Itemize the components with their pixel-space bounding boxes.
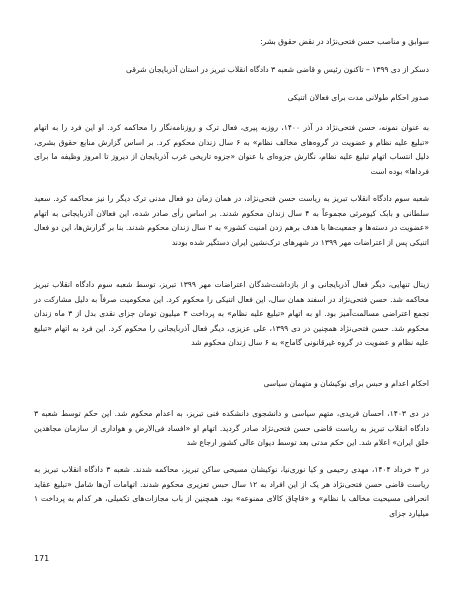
paragraph-5: در ۳ خرداد ۱۴۰۴، مهدی رحیمی و کیا نوری‌نیا، نوکیشان مسیحی ساکن تبریز، محاکمه شدند. شعبه ۳ دادگاه انقلاب تبریز به ریاست قاضی حسن فتحی‌نژاد هر یک از این افراد به ۱۲ سال حبس تعزیری محکوم شدند. اتهامات آن‌ها شامل «تبلیغ عقاید انحرافی مسیحیت مخالف با نظام» و «قاچاق کالای ممنوعه» بود. همچنین از باب مجازات‌های تکمیلی، هر کدام به پرداخت ۱ میلیارد جزای [34,465,429,518]
document-title: سوابق و مناصب حسن فتحی‌نژاد در نقض حقوق بشر: [260,37,429,46]
position-line: دسکر از دی ۱۳۹۹ – تاکنون رئیس و قاضی شعبه ۳ دادگاه انقلاب تبریز در استان آذربایجان شرقی [126,65,429,74]
paragraph-4: در دی ۱۴۰۳، احسان فریدی، متهم سیاسی و دانشجوی دانشکده فنی تبریز، به اعدام محکوم شد. این حکم توسط شعبه ۳ دادگاه انقلاب تبریز به ریاست قاضی حسن فتحی‌نژاد صادر گردید. اتهام او «افساد فی‌الارض و هواداری از سازمان مجاهدین خلق ایران» اعلام شد. این حکم مدتی بعد توسط دیوان عالی کشور ارجاع شد [34,409,430,448]
paragraph-3: زینال تنهایی، دیگر فعال آذربایجانی و از بازداشت‌شدگان اعتراضات مهر ۱۳۹۹ تبریز، توسط شعبه سوم دادگاه انقلاب تبریز محاکمه شد. حسن فتحی‌نژاد در اسفند همان سال، این فعال اتنیکی را محکوم کرد. این محکومیت صرفاً به دلیل مشارکت در تجمع اعتراضی مسالمت‌آمیز بود. او به اتهام «تبلیغ علیه نظام» به پرداخت ۳ میلیون تومان جزای نقدی بدل از ۳ ماه زندان محکوم شد. حسن فتحی‌نژاد همچنین در دی ۱۳۹۹، علی عزیزی، دیگر فعال آذربایجانی را محکوم کرد. این فرد به اتهام «تبلیغ علیه نظام و عضویت در گروه غیرقانونی گاماج» به ۶ سال زندان محکوم شد [34,280,430,348]
section-heading-converts-political: احکام اعدام و حبس برای نوکیشان و متهمان سیاسی [263,379,429,388]
page-number: 171 [34,554,50,563]
paragraph-1: به عنوان نمونه، حسن فتحی‌نژاد در آذر ۱۴۰۰، روزبه پیری، فعال ترک و روزنامه‌نگار را محاکمه کرد. او این فرد را به اتهام «تبلیغ علیه نظام و عضویت در گروه‌های مخالف نظام» به ۶ سال زندان محکوم کرد. بر اساس گزارش منابع حقوق بشری، دلیل انتساب اتهام تبلیغ علیه نظام، نگارش جزوه‌ای با عنوان «جزوه تاریخی غرب آذربایجان از دیروز تا امروز وظیفه ما برای فردا‌ها» بوده است [34,123,429,176]
section-heading-ethnic-activists: صدور احکام طولانی مدت برای فعالان اتنیکی [287,93,429,102]
paragraph-2: شعبه سوم دادگاه انقلاب تبریز به ریاست حسن فتحی‌نژاد، در همان زمان دو فعال مدنی ترک دیگر را نیز محاکمه کرد. سعید سلطانی و بابک کیومرثی مجموعاً به ۴ سال زندان محکوم شدند. بر اساس رأی صادر شده، این فعالان آذربایجانی به اتهام «عضویت در دسته‌ها و جمعیت‌ها با هدف برهم زدن امنیت کشور» به ۲ سال زندان محکوم شدند. بنا بر گزارش‌ها، این دو فعال اتنیکی پس از اعتراضات مهر ۱۳۹۹ در شهرهای ترک‌نشین ایران دستگیر شده بودند [34,194,429,247]
